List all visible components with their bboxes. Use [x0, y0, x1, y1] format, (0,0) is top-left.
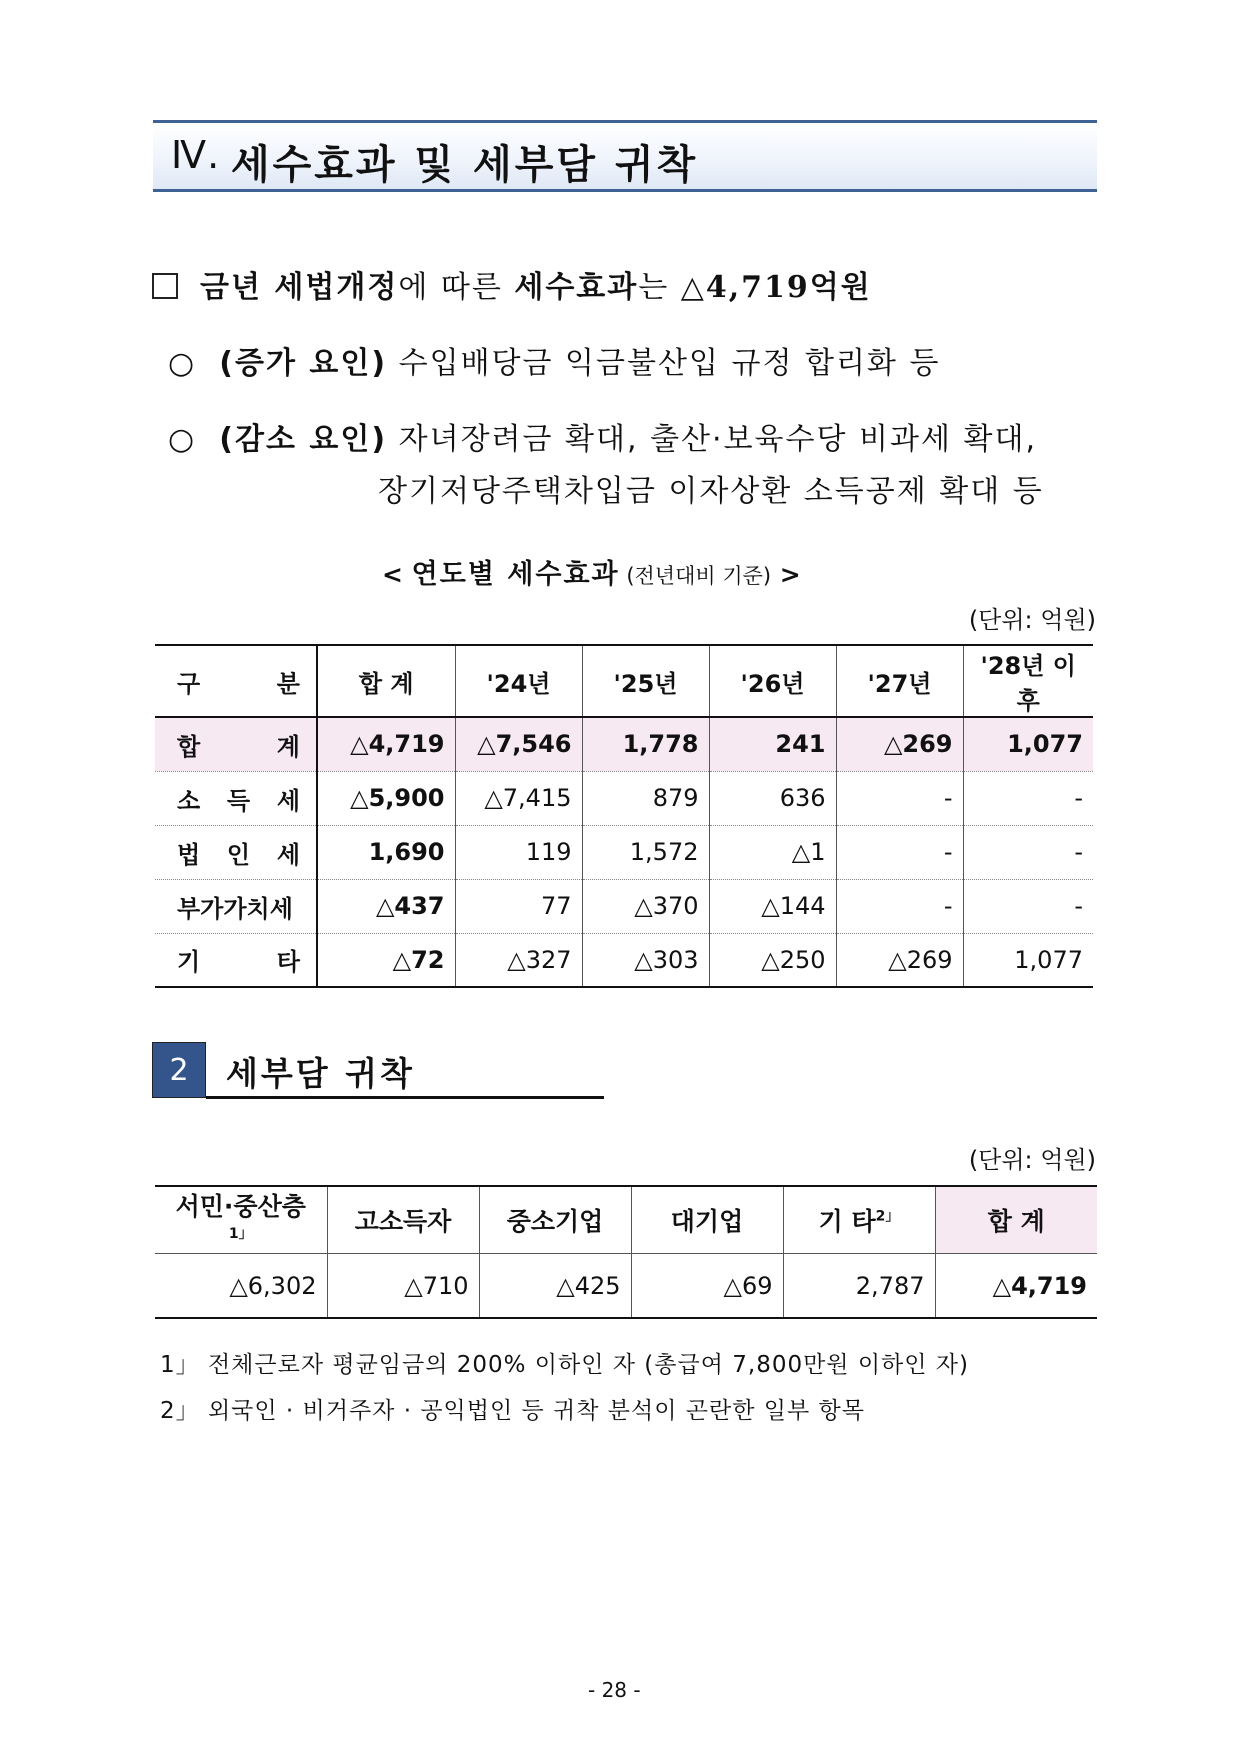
caption-bold: 연도별 세수효과 [411, 559, 620, 590]
table-row [155, 771, 1093, 825]
table-row [155, 717, 1093, 771]
cell-total: △72 [317, 933, 455, 987]
footnote-1: 1」 전체근로자 평균임금의 200% 이하인 자 (총급여 7,800만원 이하인 자) [160, 1352, 969, 1378]
cell-total: △437 [317, 879, 455, 933]
header-2024: '24년 [455, 645, 582, 717]
cell-2028: - [963, 825, 1093, 879]
table-header-row [155, 645, 1093, 717]
cell-2024: △7,546 [455, 717, 582, 771]
row-label: 법 인 세 [155, 825, 317, 879]
footnote-marker: 1」 [228, 1226, 253, 1242]
cell-2027: △269 [836, 933, 963, 987]
cell-2025: 1,778 [582, 717, 709, 771]
lead-bold-2: 세수효과 [514, 270, 639, 305]
lead-value: △4,719억원 [680, 270, 872, 305]
bullet-icon: ○ [168, 346, 197, 381]
cell-total: △4,719 [317, 717, 455, 771]
decrease-text-line2: 장기저당주택차입금 이자상환 소득공제 확대 등 [378, 474, 1044, 509]
decrease-text-line1: 자녀장려금 확대, 출산·보육수당 비과세 확대, [398, 422, 1038, 457]
checkbox-icon [152, 273, 178, 299]
section2-title: 세부담 귀착 [226, 1054, 415, 1093]
section-banner [153, 120, 1097, 192]
cell-2026: △250 [709, 933, 836, 987]
table-row [155, 1254, 1097, 1318]
cell-2028: 1,077 [963, 933, 1093, 987]
cell-high-income: △710 [327, 1254, 479, 1318]
section2-number-badge: 2 [152, 1042, 206, 1098]
header-2027: '27년 [836, 645, 963, 717]
cell-2026: 241 [709, 717, 836, 771]
cell-2027: - [836, 771, 963, 825]
table-row [155, 879, 1093, 933]
page-number: - 28 - [588, 1678, 641, 1702]
header-2028-after: '28년 이후 [963, 645, 1093, 717]
section-roman-numeral: Ⅳ. [171, 133, 221, 177]
cell-total: △4,719 [935, 1254, 1097, 1318]
lead-mid-2: 는 [638, 270, 681, 305]
increase-line [168, 338, 940, 382]
footnote-2: 2」 외국인 · 비거주자 · 공익법인 등 귀착 분석이 곤란한 일부 항목 [160, 1398, 865, 1424]
table1-caption [382, 552, 801, 591]
cell-sme: △425 [479, 1254, 631, 1318]
section-title: 세수효과 및 세부담 귀착 [231, 142, 699, 188]
header-high-income: 고소득자 [327, 1186, 479, 1254]
cell-2025: 1,572 [582, 825, 709, 879]
cell-2024: 119 [455, 825, 582, 879]
increase-label: (증가 요인) [219, 346, 388, 381]
cell-other: 2,787 [783, 1254, 935, 1318]
row-label: 소 득 세 [155, 771, 317, 825]
header-total: 합 계 [317, 645, 455, 717]
summary-lead [152, 262, 872, 306]
table-row [155, 933, 1093, 987]
header-large-enterprise: 대기업 [631, 1186, 783, 1254]
header-total: 합 계 [935, 1186, 1097, 1254]
row-label: 합 계 [155, 717, 317, 771]
header-low-middle-income [155, 1186, 327, 1254]
cell-2026: 636 [709, 771, 836, 825]
header-category: 구 분 [155, 645, 317, 717]
header-label: 기 타 [818, 1207, 876, 1237]
cell-2026: △1 [709, 825, 836, 879]
caption-open: < [382, 560, 412, 589]
cell-2024: △327 [455, 933, 582, 987]
cell-2024: △7,415 [455, 771, 582, 825]
cell-2028: - [963, 879, 1093, 933]
table-header-row [155, 1186, 1097, 1254]
decrease-line [168, 414, 1037, 458]
decrease-label: (감소 요인) [219, 422, 388, 457]
table-row [155, 825, 1093, 879]
cell-large-enterprise: △69 [631, 1254, 783, 1318]
cell-2028: 1,077 [963, 717, 1093, 771]
tax-burden-incidence-table [155, 1185, 1097, 1319]
cell-2024: 77 [455, 879, 582, 933]
cell-low-middle-income: △6,302 [155, 1254, 327, 1318]
header-label: 서민·중산층 [175, 1192, 306, 1221]
header-2026: '26년 [709, 645, 836, 717]
yearly-tax-effect-table [155, 644, 1093, 988]
cell-2027: - [836, 879, 963, 933]
increase-text: 수입배당금 익금불산입 규정 합리화 등 [398, 346, 941, 381]
cell-2028: - [963, 771, 1093, 825]
caption-close: > [771, 560, 801, 589]
bullet-icon: ○ [168, 422, 197, 457]
table2-unit: (단위: 억원) [968, 1146, 1096, 1174]
row-label: 기 타 [155, 933, 317, 987]
header-other [783, 1186, 935, 1254]
cell-total: 1,690 [317, 825, 455, 879]
caption-sub: (전년대비 기준) [619, 564, 772, 588]
cell-2025: △370 [582, 879, 709, 933]
header-sme: 중소기업 [479, 1186, 631, 1254]
cell-2025: △303 [582, 933, 709, 987]
cell-total: △5,900 [317, 771, 455, 825]
cell-2027: - [836, 825, 963, 879]
cell-2026: △144 [709, 879, 836, 933]
cell-2025: 879 [582, 771, 709, 825]
header-2025: '25년 [582, 645, 709, 717]
footnote-marker: 2」 [875, 1208, 900, 1225]
cell-2027: △269 [836, 717, 963, 771]
row-label: 부가가치세 [155, 879, 317, 933]
lead-mid: 에 따른 [398, 270, 515, 305]
lead-bold-1: 금년 세법개정 [200, 270, 399, 305]
table1-unit: (단위: 억원) [968, 606, 1096, 634]
section2-underline [206, 1096, 604, 1099]
